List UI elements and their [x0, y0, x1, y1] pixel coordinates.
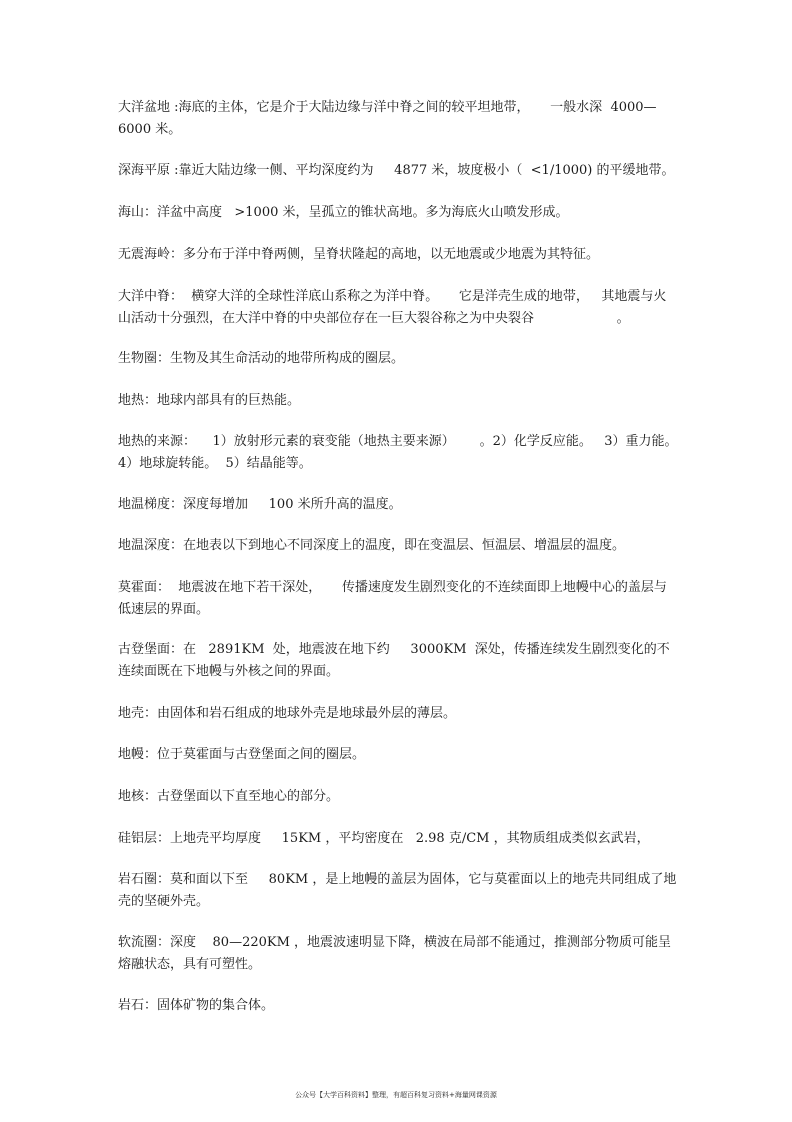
- entry-aseismic-ridge: 无震海岭：多分布于洋中脊两侧，呈脊状隆起的高地，以无地震或少地震为其特征。: [118, 247, 600, 262]
- entry-crust: 地壳：由固体和岩石组成的地球外壳是地球最外层的薄层。: [118, 706, 457, 721]
- entry-mantle: 地幔：位于莫霍面与古登堡面之间的圈层。: [118, 747, 366, 762]
- entry-gutenberg: 古登堡面：在 2891KM 处，地震波在地下约 3000KM 深处，传播连续发生剧烈变化的不连续面既在下地幔与外核之间的界面。: [118, 642, 670, 679]
- entry-lithosphere: 岩石圈：莫和面以下至 80KM ，是上地幔的盖层为固体，它与莫霍面以上的地壳共同组成了地壳的坚硬外壳。: [118, 872, 677, 909]
- entry-geotemperature-depth: 地温深度：在地表以下到地心不同深度上的温度，即在变温层、恒温层、增温层的温度。: [118, 538, 626, 553]
- entry-seamount: 海山：洋盆中高度 >1000 米，呈孤立的锥状高地。多为海底火山喷发形成。: [118, 205, 569, 220]
- entry-core: 地核：古登堡面以下直至地心的部分。: [118, 789, 340, 804]
- entry-sial-layer: 硅铝层：上地壳平均厚度 15KM ，平均密度在 2.98 克/CM ，其物质组成类似玄武岩，: [118, 831, 650, 846]
- entry-moho: 莫霍面： 地震波在地下若干深处， 传播速度发生剧烈变化的不连续面即上地幔中心的盖层与低速层的界面。: [118, 580, 667, 617]
- entry-geothermal: 地热：地球内部具有的巨热能。: [118, 393, 301, 408]
- entry-asthenosphere: 软流圈：深度 80—220KM ，地震波速明显下降，横波在局部不能通过，推测部分物质可能呈熔融状态，具有可塑性。: [118, 935, 672, 972]
- entry-abyssal-plain: 深海平原 :靠近大陆边缘一侧、平均深度约为 4877 米，坡度极小（ <1/1000) 的平缓地带。: [118, 163, 675, 178]
- entry-mid-ocean-ridge: 大洋中脊： 横穿大洋的全球性洋底山系称之为洋中脊。 它是洋壳生成的地带， 其地震与火山活动十分强烈，在大洋中脊的中央部位存在一巨大裂谷称之为中央裂谷 。: [118, 289, 667, 326]
- entry-ocean-basin: 大洋盆地 :海底的主体，它是介于大陆边缘与洋中脊之间的较平坦地带， 一般水深 4000—6000 米。: [118, 100, 657, 137]
- entry-biosphere: 生物圈：生物及其生命活动的地带所构成的圈层。: [118, 351, 405, 366]
- entry-geothermal-gradient: 地温梯度：深度每增加 100 米所升高的温度。: [118, 497, 402, 512]
- entry-geothermal-sources: 地热的来源： 1）放射形元素的衰变能（地热主要来源） 。2）化学反应能。 3）重力能。 4）地球旋转能。 5）结晶能等。: [118, 434, 686, 471]
- entry-rock: 岩石：固体矿物的集合体。: [118, 998, 275, 1013]
- page-footer: 公众号【大学百科资料】整理，有超百科复习资料+海量网课资源: [295, 1091, 497, 1099]
